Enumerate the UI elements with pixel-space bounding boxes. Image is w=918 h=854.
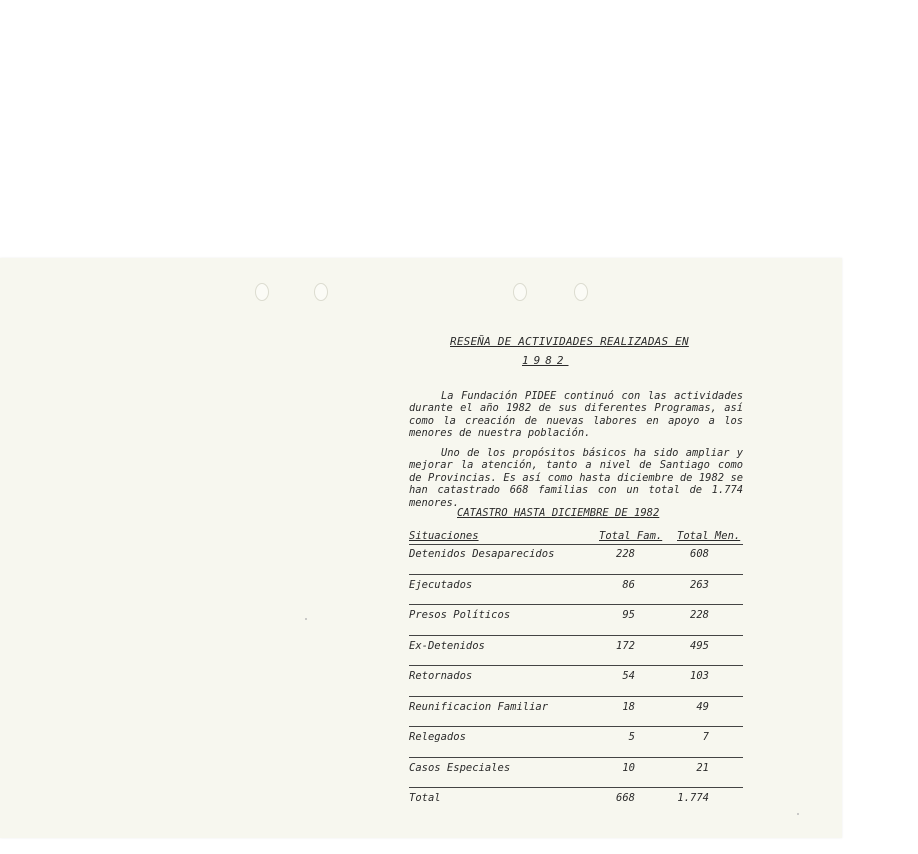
row-total-fam: 5 <box>628 731 635 743</box>
row-divider <box>409 665 743 666</box>
table-row <box>409 548 743 564</box>
row-divider <box>409 574 743 575</box>
row-total-men: 495 <box>690 640 709 652</box>
row-total-fam: 18 <box>622 701 635 713</box>
punch-hole <box>574 283 588 301</box>
header-situaciones: Situaciones <box>409 530 479 542</box>
punch-hole <box>314 283 328 301</box>
document-title: RESEÑA DE ACTIVIDADES REALIZADAS EN <box>450 335 689 348</box>
row-label: Ejecutados <box>409 579 473 591</box>
row-divider <box>409 787 743 788</box>
row-label: Presos Políticos <box>409 609 511 621</box>
row-label: Detenidos Desaparecidos <box>409 548 555 560</box>
table-row <box>409 609 743 625</box>
punch-hole <box>513 283 527 301</box>
paragraph-census: Uno de los propósitos básicos ha sido ampliar y mejorar la atención, tanto a nivel de Santiago como de Provincias. Es así como hasta diciembre de 1982 se han catastrado 668 familias con un total de 1.774 menores. <box>409 447 743 509</box>
row-total-fam: 228 <box>616 548 635 560</box>
row-divider <box>409 604 743 605</box>
row-total-men: 21 <box>696 762 709 774</box>
header-total-men: Total Men. <box>677 530 741 542</box>
table-row <box>409 670 743 686</box>
row-total-men: 7 <box>702 731 709 743</box>
paper-speck <box>797 813 799 815</box>
total-men: 1.774 <box>677 792 709 804</box>
row-total-men: 103 <box>690 670 709 682</box>
row-divider <box>409 635 743 636</box>
table-row <box>409 701 743 717</box>
table-row <box>409 731 743 747</box>
row-total-men: 49 <box>696 701 709 713</box>
row-total-men: 608 <box>690 548 709 560</box>
row-label: Reunificacion Familiar <box>409 701 549 713</box>
table-row <box>409 762 743 778</box>
row-total-fam: 172 <box>616 640 635 652</box>
document-year: 1982 <box>522 354 569 367</box>
row-label: Retornados <box>409 670 473 682</box>
table-header <box>409 530 743 545</box>
paper-speck <box>305 618 307 620</box>
table-row <box>409 640 743 656</box>
table-total-row <box>409 792 743 808</box>
row-label: Ex-Detenidos <box>409 640 485 652</box>
punch-hole <box>255 283 269 301</box>
row-divider <box>409 757 743 758</box>
row-total-men: 263 <box>690 579 709 591</box>
row-label: Relegados <box>409 731 466 743</box>
total-label: Total <box>409 792 441 804</box>
paragraph-intro: La Fundación PIDEE continuó con las actividades durante el año 1982 de sus diferentes Programas, así como la creación de nuevas labores en apoyo a los menores de nuestra población. <box>409 390 743 440</box>
row-total-fam: 10 <box>622 762 635 774</box>
row-divider <box>409 726 743 727</box>
row-label: Casos Especiales <box>409 762 511 774</box>
table-title: CATASTRO HASTA DICIEMBRE DE 1982 <box>457 507 660 519</box>
total-fam: 668 <box>616 792 635 804</box>
row-total-fam: 86 <box>622 579 635 591</box>
row-total-fam: 54 <box>622 670 635 682</box>
table-row <box>409 579 743 595</box>
header-total-fam: Total Fam. <box>599 530 663 542</box>
row-divider <box>409 696 743 697</box>
row-total-fam: 95 <box>622 609 635 621</box>
row-total-men: 228 <box>690 609 709 621</box>
